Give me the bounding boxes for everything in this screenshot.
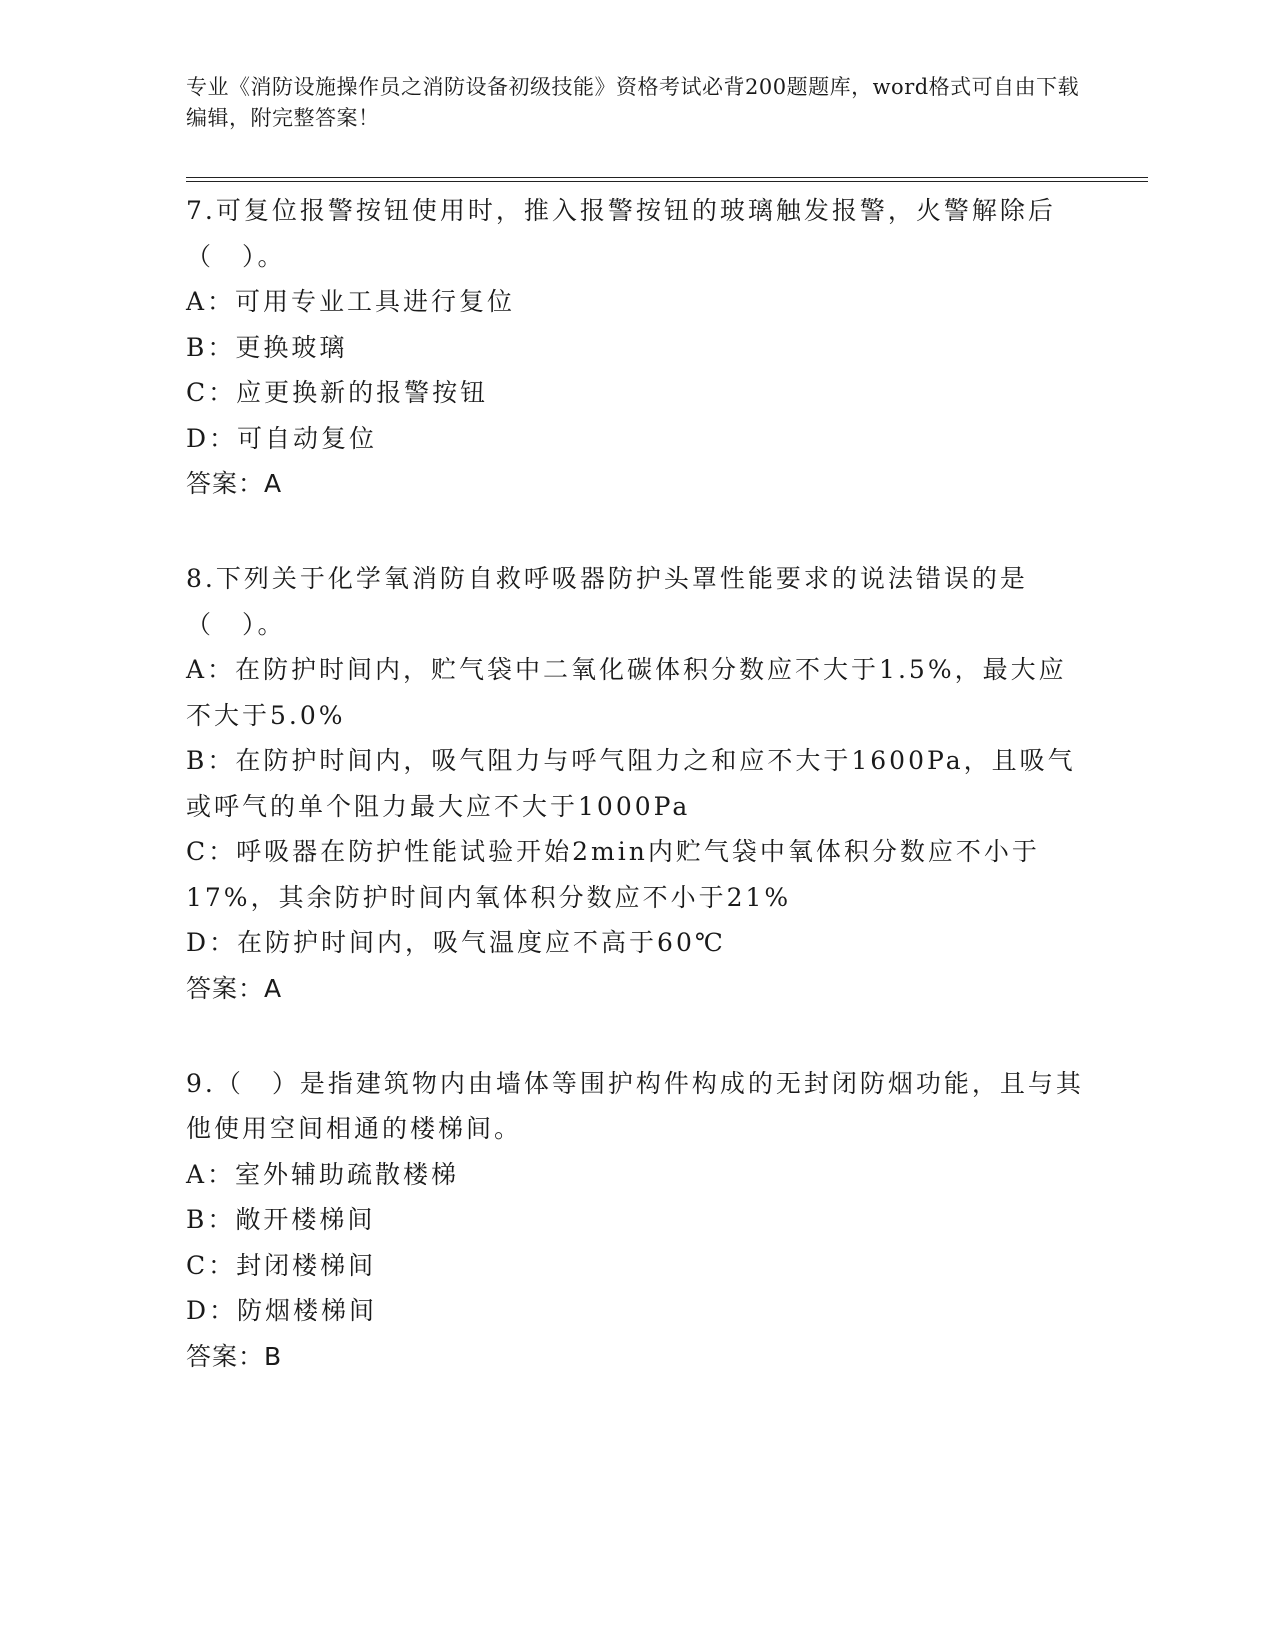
question-stem: 9.（ ）是指建筑物内由墙体等围护构件构成的无封闭防烟功能，且与其他使用空间相通的楼梯间。: [186, 1068, 1084, 1143]
question-stem: 7.可复位报警按钮使用时，推入报警按钮的玻璃触发报警，火警解除后（ ）。: [186, 196, 1056, 271]
option-b: B：敞开楼梯间: [186, 1205, 376, 1234]
option-c: C：封闭楼梯间: [186, 1250, 377, 1280]
question-list: [186, 188, 1086, 1429]
answer-line: 答案：B: [186, 1341, 283, 1371]
question-7: [186, 188, 1086, 506]
question-stem: 8.下列关于化学氧消防自救呼吸器防护头罩性能要求的说法错误的是（ ）。: [186, 564, 1028, 639]
option-a: A：室外辅助疏散楼梯: [186, 1159, 460, 1189]
option-c: C：应更换新的报警按钮: [186, 378, 489, 407]
header-rule-bottom: [186, 181, 1148, 182]
option-b: B：更换玻璃: [186, 332, 348, 362]
option-c: C：呼吸器在防护性能试验开始2min内贮气袋中氧体积分数应不小于17%，其余防护时间内氧体积分数应不小于21%: [186, 837, 1040, 912]
option-d: D：防烟楼梯间: [186, 1296, 378, 1325]
answer-line: 答案：A: [186, 469, 283, 498]
answer-line: 答案：A: [186, 973, 283, 1003]
option-b: B：在防护时间内，吸气阻力与呼气阻力之和应不大于1600Pa，且吸气或呼气的单个阻力最大应不大于1000Pa: [186, 746, 1076, 821]
header-rule-top: [186, 177, 1148, 178]
document-header: 专业《消防设施操作员之消防设备初级技能》资格考试必背200题题库，word格式可自由下载编辑，附完整答案！: [186, 75, 1080, 130]
question-9: [186, 1061, 1086, 1379]
question-8: [186, 556, 1086, 1011]
option-a: A：在防护时间内，贮气袋中二氧化碳体积分数应不大于1.5%，最大应不大于5.0%: [186, 655, 1067, 730]
option-d: D：可自动复位: [186, 423, 378, 453]
option-a: A：可用专业工具进行复位: [186, 287, 516, 316]
option-d: D：在防护时间内，吸气温度应不高于60℃: [186, 928, 726, 957]
